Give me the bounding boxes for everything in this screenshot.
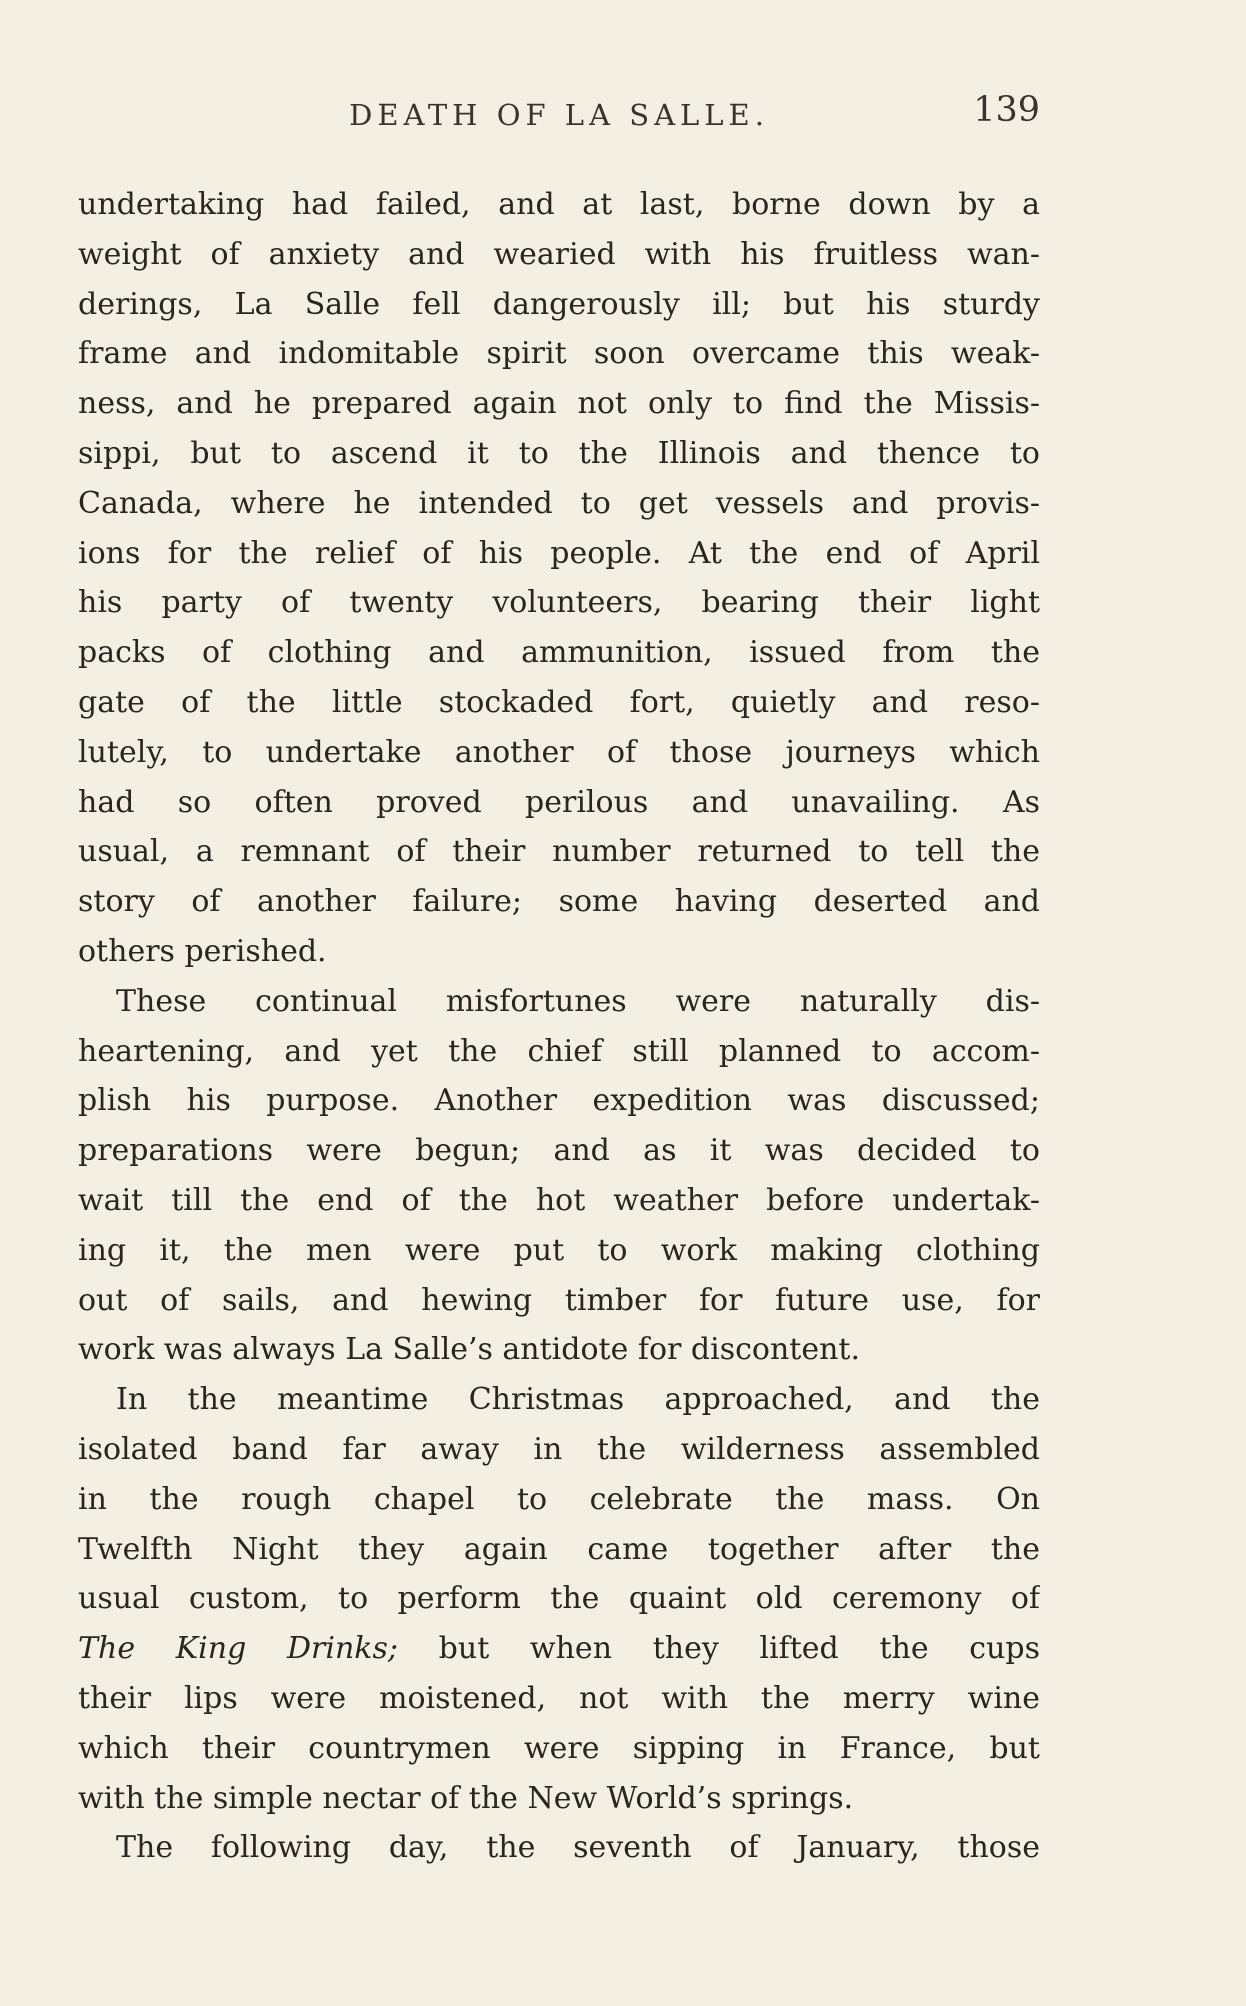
paragraph-first-line: In the meantime Christmas approached, and the: [116, 1382, 1040, 1418]
text-line: sippi, but to ascend it to the Illinois and thence to: [78, 435, 1040, 471]
text-line: lutely, to undertake another of those journeys which: [78, 734, 1040, 770]
text-line: ing it, the men were put to work making clothing: [78, 1232, 1040, 1268]
text-line: story of another failure; some having deserted and: [78, 884, 1040, 920]
running-head: [78, 90, 1040, 140]
text-line: which their countrymen were sipping in France, but: [78, 1730, 1040, 1766]
text-line: undertaking had failed, and at last, borne down by a: [78, 187, 1040, 222]
text-line: had so often proved perilous and unavailing. As: [78, 784, 1040, 820]
text-line-remainder: but when they lifted the cups: [397, 1631, 1040, 1667]
body-text: [78, 180, 1040, 1873]
text-line: derings, La Salle fell dangerously ill; but his sturdy: [78, 286, 1040, 322]
text-line: in the rough chapel to celebrate the mass. On: [78, 1481, 1040, 1517]
text-line: their lips were moistened, not with the merry wine: [78, 1680, 1040, 1716]
paragraph-end-line: work was always La Salle’s antidote for discontent.: [78, 1332, 861, 1368]
text-line: his party of twenty volunteers, bearing their light: [78, 585, 1040, 621]
text-line: usual, a remnant of their number returned to tell the: [78, 834, 1040, 870]
text-line: isolated band far away in the wilderness assembled: [78, 1431, 1040, 1467]
paragraph-end-line: with the simple nectar of the New World’s springs.: [78, 1780, 854, 1816]
running-title: DEATH OF LA SALLE.: [349, 98, 769, 132]
text-line: frame and indomitable spirit soon overcame this weak-: [78, 336, 1040, 372]
text-line: plish his purpose. Another expedition was discussed;: [78, 1083, 1040, 1119]
paragraph-first-line: These continual misfortunes were naturally dis-: [116, 983, 1040, 1019]
paragraph-first-line: The following day, the seventh of January, those: [116, 1830, 1040, 1866]
text-line: packs of clothing and ammunition, issued from the: [78, 635, 1040, 671]
text-line: ness, and he prepared again not only to find the Missis-: [78, 386, 1040, 422]
text-line-with-italic-title: [78, 1624, 1040, 1674]
text-line: usual custom, to perform the quaint old ceremony of: [78, 1581, 1040, 1617]
text-line: heartening, and yet the chief still planned to accom-: [78, 1033, 1040, 1069]
text-line: Twelfth Night they again came together after the: [78, 1531, 1040, 1567]
text-line: ions for the relief of his people. At the end of April: [78, 535, 1040, 571]
page-number: 139: [973, 90, 1040, 130]
text-line: preparations were begun; and as it was decided to: [78, 1133, 1040, 1169]
text-line: weight of anxiety and wearied with his fruitless wan-: [78, 236, 1040, 272]
text-line: Canada, where he intended to get vessels and provis-: [78, 485, 1040, 521]
italic-title: The King Drinks;: [78, 1631, 398, 1667]
text-line: out of sails, and hewing timber for future use, for: [78, 1282, 1040, 1318]
text-line: gate of the little stockaded fort, quietly and reso-: [78, 684, 1040, 720]
text-line: wait till the end of the hot weather before undertak-: [78, 1182, 1040, 1218]
paragraph-end-line: others perished.: [78, 933, 327, 969]
